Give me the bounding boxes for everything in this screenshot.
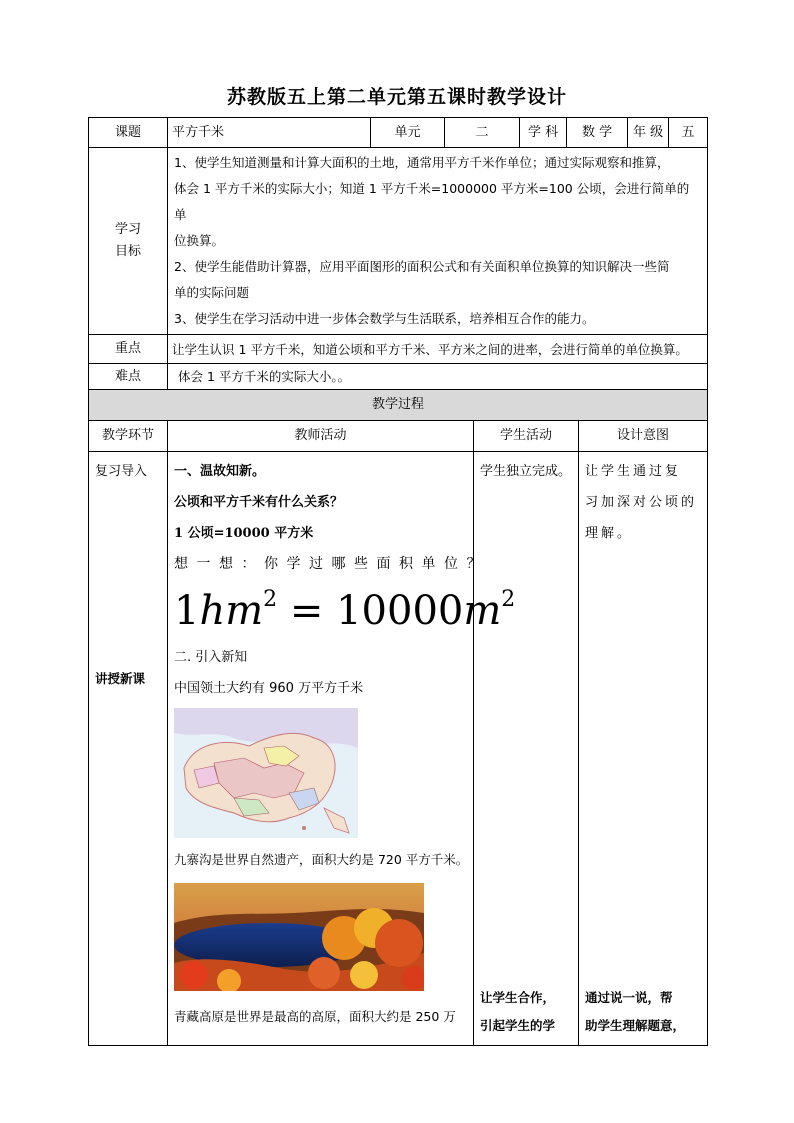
- intent-review-line: 让学生通过复: [585, 464, 682, 479]
- stage-cell: [89, 452, 168, 1046]
- student-activity: [474, 452, 579, 1046]
- unit-formula: [174, 580, 516, 642]
- china-map-image: [174, 708, 358, 838]
- difficulty-label: 难点: [89, 364, 168, 390]
- formula-exponent: 2: [501, 587, 516, 612]
- process-body-row: [89, 452, 708, 1046]
- jiuzhaigou-area-text: 九寨沟是世界自然遗产，面积大约是 720 平方千米。: [174, 852, 469, 867]
- stage-new: 讲授新课: [95, 671, 146, 686]
- col-stage: 教学环节: [89, 421, 168, 452]
- goals-text: [168, 148, 708, 335]
- key-point-label: 重点: [89, 335, 168, 364]
- grade-cell: [628, 118, 708, 148]
- teacher-activity: [168, 452, 516, 1046]
- china-area-text: 中国领土大约有 960 万平方千米: [174, 681, 364, 696]
- student-later-line2: 引起学生的学: [480, 1018, 556, 1033]
- topic-label: 课题: [89, 118, 168, 148]
- review-question: 公顷和平方千米有什么关系？: [174, 495, 344, 510]
- col-teacher: 教师活动: [168, 421, 474, 452]
- design-intent: [579, 452, 708, 1046]
- lesson-plan-table: [88, 117, 708, 1046]
- col-intent: 设计意图: [579, 421, 708, 452]
- process-title-row: [89, 390, 708, 421]
- goal-line: 位换算。: [174, 233, 225, 248]
- think-prompt: 想一想：你学过哪些面积单位？: [174, 556, 489, 572]
- review-heading: 一、温故知新。: [174, 464, 266, 479]
- subject-value: 数 学: [567, 118, 628, 148]
- formula-number: 1: [174, 588, 200, 634]
- col-student: 学生活动: [474, 421, 579, 452]
- unit-label: 单元: [371, 118, 445, 148]
- unit-value: 二: [445, 118, 520, 148]
- formula-exponent: 2: [263, 587, 278, 612]
- difficulty-row: [89, 364, 708, 390]
- goal-line: 3、使学生在学习活动中进一步体会数学与生活联系，培养相互合作的能力。: [174, 311, 595, 326]
- header-row: [89, 118, 708, 148]
- key-point-row: [89, 335, 708, 364]
- grade-label: 年 级: [628, 118, 669, 147]
- review-fact: 1 公顷=10000 平方米: [174, 526, 314, 541]
- goals-label: [89, 148, 168, 335]
- stage-review: 复习导入: [95, 464, 148, 479]
- topic-value: 平方千米: [168, 118, 371, 148]
- intent-later-line1: 通过说一说，帮: [585, 990, 673, 1005]
- intent-later-line2: 助学生理解题意，: [585, 1018, 686, 1033]
- jiuzhaigou-landscape-image: [174, 883, 424, 991]
- goal-line: 单的实际问题: [174, 285, 250, 300]
- intro-heading: 二. 引入新知: [174, 650, 248, 665]
- intent-review-line: 习加深对公顷的: [585, 495, 698, 510]
- goal-line: 1、使学生知道测量和计算大面积的土地，通常用平方千米作单位；通过实际观察和推算，: [174, 155, 670, 170]
- page-title: 苏教版五上第二单元第五课时教学设计: [226, 86, 567, 108]
- formula-unit: m: [463, 588, 502, 634]
- subject-label: 学 科: [520, 118, 567, 148]
- goal-line: 2、使学生能借助计算器，应用平面图形的面积公式和有关面积单位换算的知识解决一些简: [174, 259, 670, 274]
- difficulty-text: 体会 1 平方千米的实际大小。。: [168, 364, 708, 390]
- process-title: 教学过程: [89, 390, 708, 421]
- student-review: 学生独立完成。: [480, 464, 572, 479]
- goals-label-line2: 目标: [114, 244, 141, 259]
- qinghai-area-text: 青藏高原是世界是最高的高原，面积大约是 250 万: [174, 1009, 456, 1024]
- goal-line: 体会 1 平方千米的实际大小；知道 1 平方千米=1000000 平方米=100 公顷，会进行简单的单: [174, 181, 690, 222]
- goals-row: [89, 148, 708, 335]
- key-point-text: 让学生认识 1 平方千米，知道公顷和平方千米、平方米之间的进率，会进行简单的单位换算。: [168, 335, 708, 364]
- formula-equals: =: [289, 588, 324, 634]
- student-later-line1: 让学生合作，: [480, 990, 556, 1005]
- intent-review-line: 理解。: [585, 526, 634, 541]
- goals-label-line1: 学习: [114, 222, 141, 238]
- grade-value: 五: [681, 124, 695, 140]
- formula-number: 10000: [336, 588, 464, 634]
- process-header-row: [89, 421, 708, 452]
- formula-unit: hm: [199, 588, 264, 634]
